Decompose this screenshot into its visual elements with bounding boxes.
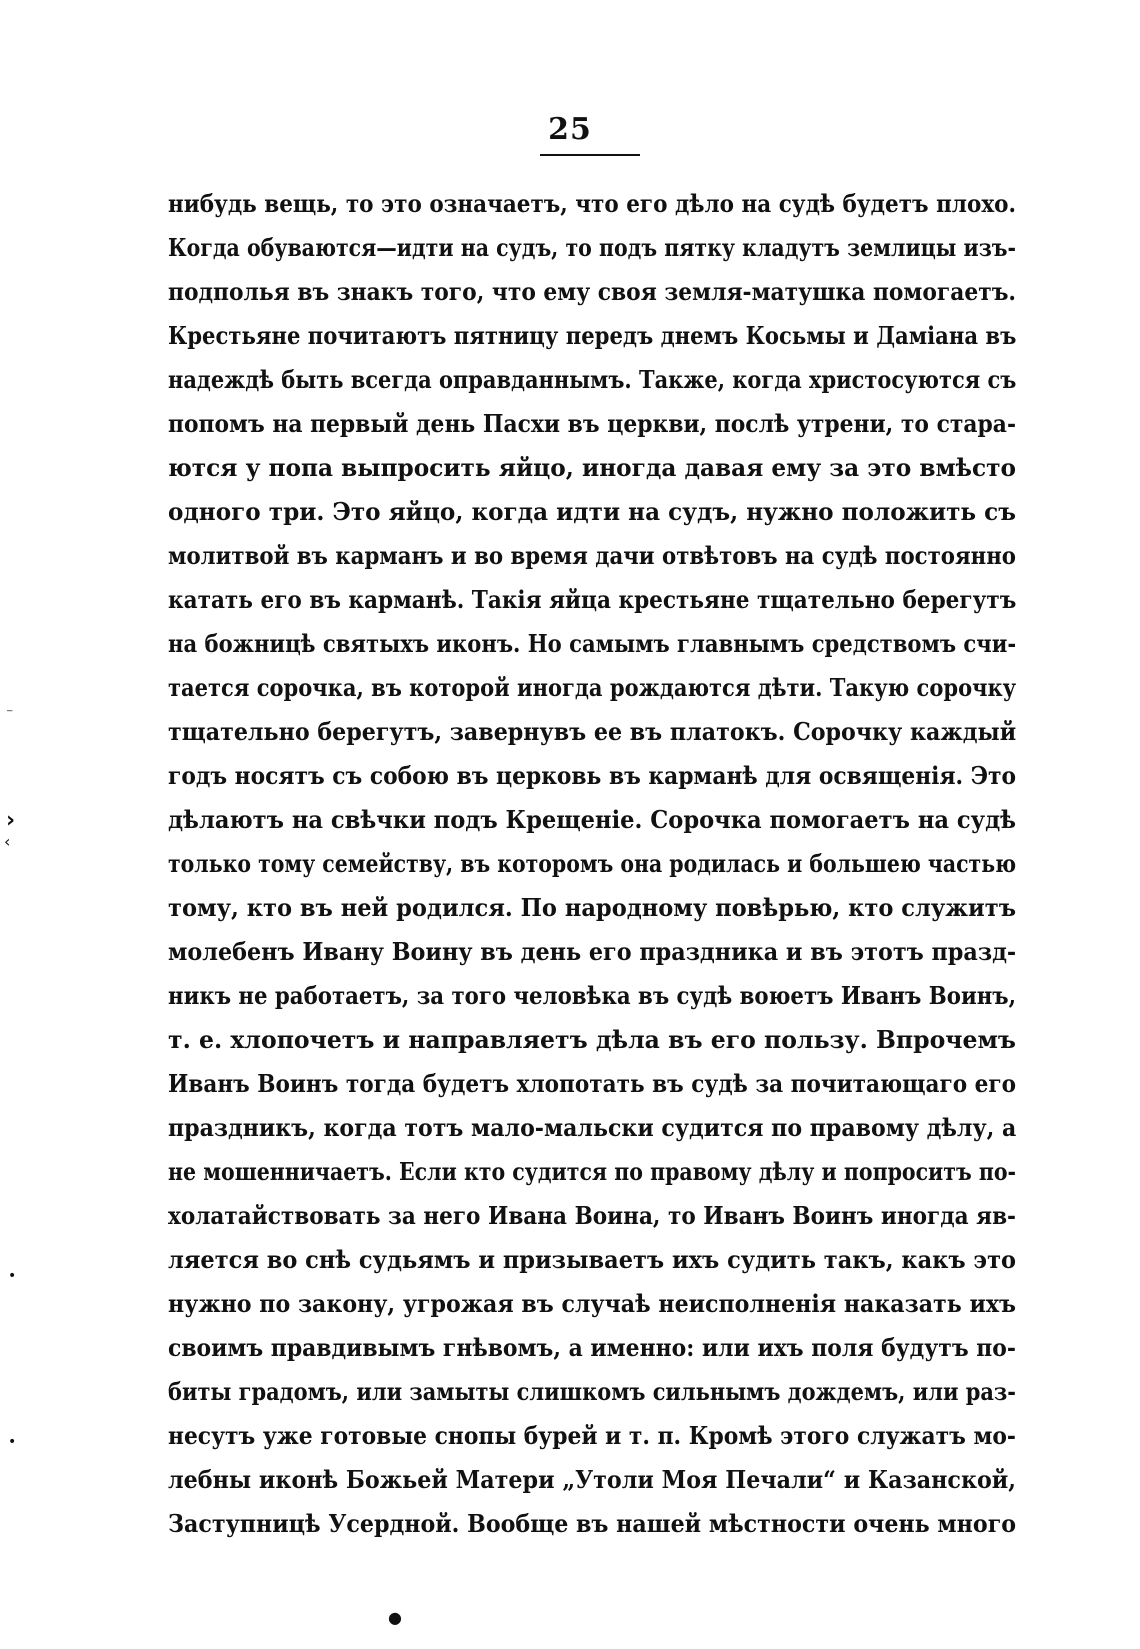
text-line: ляется во снѣ судьямъ и призываетъ ихъ судить такъ, какъ это — [168, 1245, 1017, 1274]
text-line: несутъ уже готовые снопы бурей и т. п. Кромѣ этого служатъ мо- — [168, 1421, 1016, 1450]
text-line: попомъ на первый день Пасхи въ церкви, послѣ утрени, то стара- — [168, 409, 1017, 438]
text-line: праздникъ, когда тотъ мало-мальски судится по правому дѣлу, а — [168, 1113, 1017, 1142]
text-line: нибудь вещь, то это означаетъ, что его дѣло на судѣ будетъ плохо. — [168, 189, 1016, 218]
margin-mark: › — [6, 808, 16, 833]
text-line: Крестьяне почитаютъ пятницу передъ днемъ Косьмы и Даміана въ — [168, 321, 1017, 350]
page-number-rule — [540, 154, 640, 156]
text-line: никъ не работаетъ, за того человѣка въ судѣ воюетъ Иванъ Воинъ, — [168, 981, 1016, 1010]
text-line: молебенъ Ивану Воину въ день его праздника и въ этотъ празд- — [168, 937, 1017, 966]
margin-mark: ⁻ — [6, 706, 14, 722]
text-line: катать его въ карманѣ. Такія яйца крестьяне тщательно берегутъ — [168, 585, 1017, 614]
text-line: своимъ правдивымъ гнѣвомъ, а именно: или ихъ поля будутъ по- — [168, 1333, 1016, 1362]
text-line: не мошенничаетъ. Если кто судится по правому дѣлу и попроситъ по- — [168, 1157, 1017, 1186]
text-line: тому, кто въ ней родился. По народному повѣрью, кто служитъ — [168, 893, 1017, 922]
text-line: тается сорочка, въ которой иногда рождаются дѣти. Такую сорочку — [168, 673, 1017, 702]
text-line: надеждѣ быть всегда оправданнымъ. Также, когда христосуются съ — [168, 365, 1017, 394]
text-line: Заступницѣ Усердной. Вообще въ нашей мѣстности очень много — [168, 1509, 1017, 1538]
page-number: 25 — [548, 112, 592, 147]
text-line: Когда обуваются—идти на судъ, то подъ пятку кладутъ землицы изъ- — [168, 233, 1017, 262]
text-line: дѣлаютъ на свѣчки подъ Крещеніе. Сорочка помогаетъ на судѣ — [168, 805, 1017, 834]
margin-mark: • — [8, 1268, 17, 1284]
text-line: только тому семейству, въ которомъ она родилась и большею частью — [168, 849, 1017, 878]
margin-mark: ‹ — [4, 832, 11, 851]
text-line: тщательно берегутъ, завернувъ ее въ платокъ. Сорочку каждый — [168, 717, 1017, 746]
text-line: лебны иконѣ Божьей Матери „Утоли Моя Печали“ и Казанской, — [168, 1465, 1017, 1494]
margin-mark: ● — [388, 1608, 402, 1627]
margin-mark: • — [8, 1434, 17, 1450]
text-line: нужно по закону, угрожая въ случаѣ неисполненія наказать ихъ — [168, 1289, 1016, 1318]
text-line: годъ носятъ съ собою въ церковь въ карманѣ для освященія. Это — [168, 761, 1017, 790]
text-line: на божницѣ святыхъ иконъ. Но самымъ главнымъ средствомъ счи- — [168, 629, 1017, 658]
text-line: молитвой въ карманъ и во время дачи отвѣтовъ на судѣ постоянно — [168, 541, 1016, 570]
text-line: холатайствовать за него Ивана Воина, то Иванъ Воинъ иногда яв- — [168, 1201, 1016, 1230]
body-text — [168, 182, 1016, 1546]
text-line: одного три. Это яйцо, когда идти на судъ, нужно положить съ — [168, 497, 1016, 526]
text-line: биты градомъ, или замыты слишкомъ сильнымъ дождемъ, или раз- — [168, 1377, 1016, 1406]
text-line: Иванъ Воинъ тогда будетъ хлопотать въ судѣ за почитающаго его — [168, 1069, 1017, 1098]
text-line: т. е. хлопочетъ и направляетъ дѣла въ его пользу. Впрочемъ — [168, 1025, 1016, 1054]
text-line: подполья въ знакъ того, что ему своя земля-матушка помогаетъ. — [168, 277, 1017, 306]
text-line: ются у попа выпросить яйцо, иногда давая ему за это вмѣсто — [168, 453, 1016, 482]
